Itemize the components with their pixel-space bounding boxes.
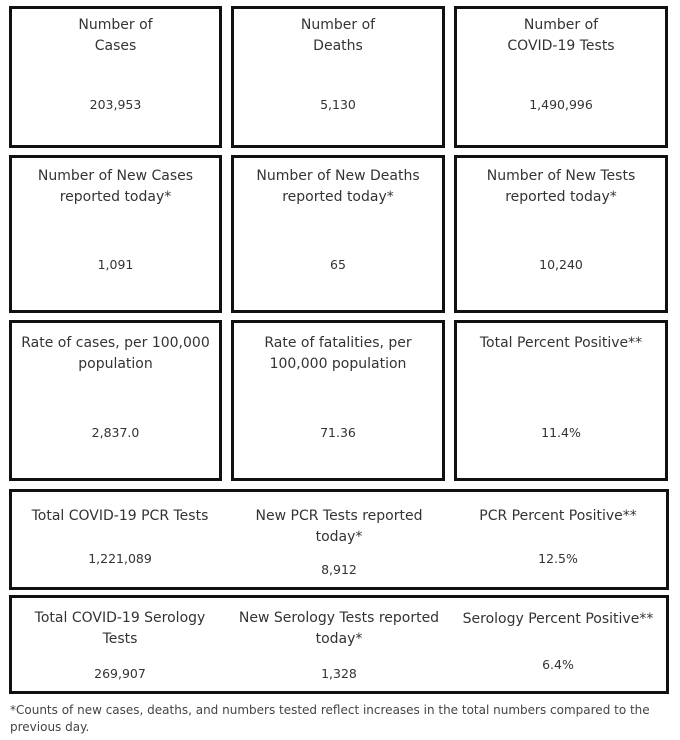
stat-label: Rate of fatalities, per 100,000 population: [264, 335, 412, 372]
stat-label: Total COVID-19 Serology Tests: [34, 610, 206, 647]
stat-value: 269,907: [94, 666, 146, 681]
stat-label: Number of COVID-19 Tests: [507, 17, 615, 54]
stat-value: 203,953: [89, 97, 142, 112]
stat-value: 5,130: [320, 97, 356, 112]
pcr-tests-panel: [9, 489, 669, 590]
pcr-new-column: [231, 492, 447, 587]
stat-value: 71.36: [320, 425, 356, 440]
stat-label: Serology Percent Positive**: [462, 611, 654, 627]
serology-total-column: [12, 598, 228, 691]
stat-value: 8,912: [321, 562, 357, 577]
stat-card-new-cases: [9, 155, 222, 313]
footnote: *Counts of new cases, deaths, and numbers tested reflect increases in the total numbers compared to the previous day.: [10, 703, 650, 734]
stat-label: Number of New Tests reported today*: [486, 168, 636, 205]
stat-card-cases: [9, 6, 222, 148]
stat-label: Rate of cases, per 100,000 population: [21, 335, 210, 372]
stat-value: 1,328: [321, 666, 357, 681]
serology-percent-column: [450, 598, 666, 691]
stat-value: 11.4%: [541, 425, 581, 440]
stat-value: 2,837.0: [91, 425, 140, 440]
stat-value: 65: [330, 257, 346, 272]
stat-card-total-percent-positive: [454, 320, 668, 481]
stat-label: Total COVID-19 PCR Tests: [31, 508, 209, 524]
serology-new-column: [231, 598, 447, 691]
stat-card-case-rate: [9, 320, 222, 481]
stat-value: 1,221,089: [88, 551, 152, 566]
stat-card-deaths: [231, 6, 445, 148]
stat-card-new-tests: [454, 155, 668, 313]
stat-value: 12.5%: [538, 551, 578, 566]
stat-label: Number of Deaths: [300, 17, 376, 54]
stat-label: Total Percent Positive**: [479, 335, 643, 351]
serology-tests-panel: [9, 595, 669, 694]
stat-card-tests: [454, 6, 668, 148]
stat-value: 1,091: [97, 257, 134, 272]
stat-value: 1,490,996: [529, 97, 593, 112]
stat-label: Number of Cases: [78, 17, 153, 54]
pcr-percent-column: [450, 492, 666, 587]
stat-value: 10,240: [539, 257, 583, 272]
stat-value: 6.4%: [542, 657, 574, 672]
stat-card-new-deaths: [231, 155, 445, 313]
stat-label: New Serology Tests reported today*: [238, 610, 440, 647]
stat-label: PCR Percent Positive**: [479, 508, 637, 524]
stat-label: Number of New Cases reported today*: [37, 168, 194, 205]
stat-card-fatality-rate: [231, 320, 445, 481]
stat-label: New PCR Tests reported today*: [255, 508, 423, 545]
pcr-total-column: [12, 492, 228, 587]
stat-label: Number of New Deaths reported today*: [256, 168, 420, 205]
